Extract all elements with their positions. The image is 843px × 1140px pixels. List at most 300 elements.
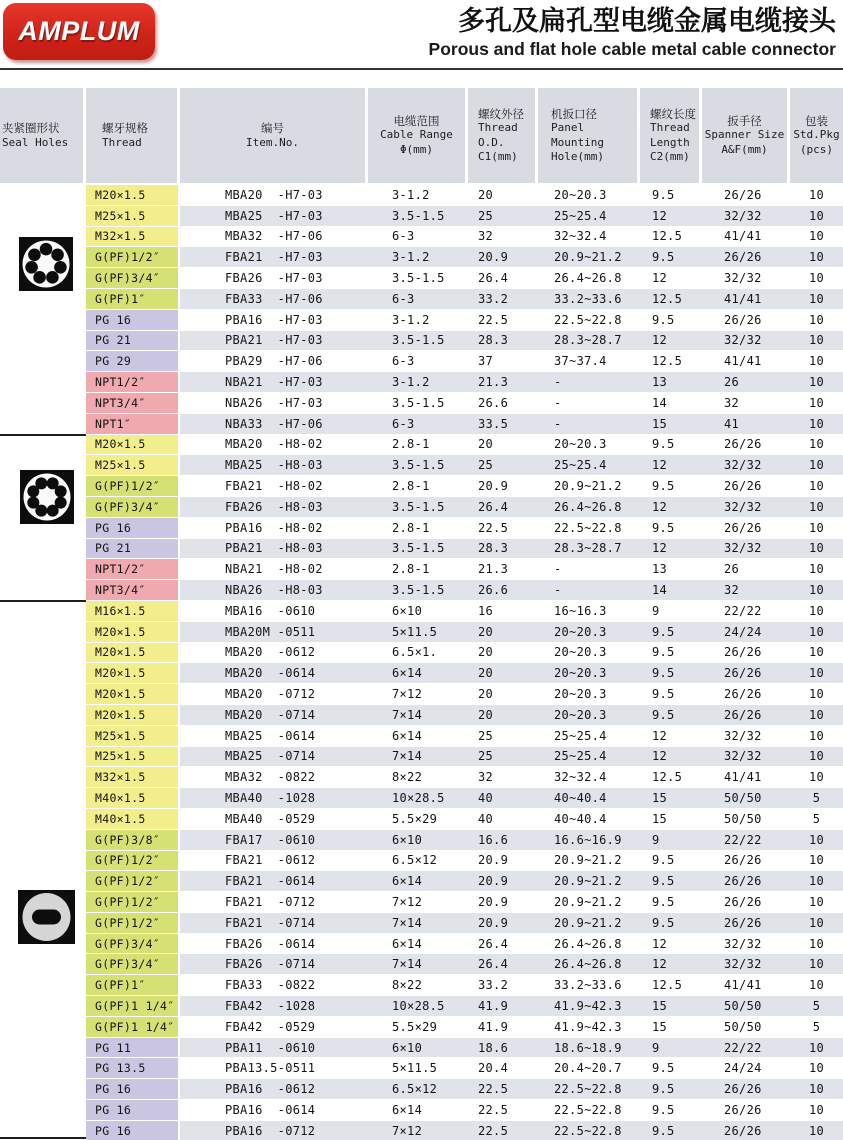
table-row <box>0 476 843 497</box>
cell-std-pkg: 10 <box>790 892 843 913</box>
column-header-thread: 螺牙规格 Thread <box>86 88 180 183</box>
cell-thread-od: 25 <box>468 726 538 747</box>
cell-thread-od: 20.9 <box>468 476 538 497</box>
cell-thread-spec: PG 29 <box>86 351 180 372</box>
cell-std-pkg: 10 <box>790 185 843 206</box>
cell-cable-range: 6-3 <box>368 351 468 372</box>
cell-seal <box>0 559 86 580</box>
cell-spanner-size: 26 <box>702 559 790 580</box>
cell-spanner-size: 26/26 <box>702 892 790 913</box>
cell-cable-range: 3.5-1.5 <box>368 268 468 289</box>
cell-cable-range: 2.8-1 <box>368 518 468 539</box>
cell-seal <box>0 726 86 747</box>
table-row <box>0 684 843 705</box>
cell-cable-range: 3.5-1.5 <box>368 393 468 414</box>
cell-panel-mounting-hole: 37~37.4 <box>538 351 640 372</box>
cell-thread-od: 21.3 <box>468 372 538 393</box>
cell-thread-length: 9.5 <box>640 684 702 705</box>
cell-thread-od: 33.2 <box>468 975 538 996</box>
cell-thread-od: 22.5 <box>468 1079 538 1100</box>
cell-thread-length: 9 <box>640 601 702 622</box>
cell-std-pkg: 10 <box>790 227 843 248</box>
cell-std-pkg: 10 <box>790 435 843 456</box>
cell-spanner-size: 50/50 <box>702 788 790 809</box>
cell-spanner-size: 50/50 <box>702 996 790 1017</box>
cell-spanner-size: 26/26 <box>702 643 790 664</box>
cell-item-no: FBA26 -H8-03 <box>180 497 368 518</box>
cell-item-no: MBA40 -1028 <box>180 788 368 809</box>
cell-thread-spec: M25×1.5 <box>86 455 180 476</box>
cell-std-pkg: 10 <box>790 414 843 435</box>
cell-cable-range: 3.5-1.5 <box>368 455 468 476</box>
cell-seal <box>0 684 86 705</box>
cell-thread-spec: PG 11 <box>86 1038 180 1059</box>
table-row <box>0 851 843 872</box>
cell-thread-length: 15 <box>640 996 702 1017</box>
table-row <box>0 351 843 372</box>
cell-panel-mounting-hole: 20~20.3 <box>538 185 640 206</box>
cell-std-pkg: 10 <box>790 268 843 289</box>
cell-panel-mounting-hole: 20~20.3 <box>538 705 640 726</box>
cell-std-pkg: 10 <box>790 455 843 476</box>
table-header <box>0 88 843 183</box>
cell-std-pkg: 10 <box>790 518 843 539</box>
table-row <box>0 663 843 684</box>
cell-cable-range: 5.5×29 <box>368 809 468 830</box>
cell-cable-range: 7×14 <box>368 913 468 934</box>
page-title-zh: 多孔及扁孔型电缆金属电缆接头 <box>458 6 836 37</box>
cell-item-no: MBA20 -0612 <box>180 643 368 664</box>
cell-spanner-size: 41/41 <box>702 351 790 372</box>
cell-item-no: NBA21 -H8-02 <box>180 559 368 580</box>
cell-thread-spec: M20×1.5 <box>86 663 180 684</box>
cell-thread-od: 32 <box>468 227 538 248</box>
table-row <box>0 435 843 456</box>
cell-seal <box>0 1017 86 1038</box>
cell-cable-range: 3-1.2 <box>368 372 468 393</box>
column-header-cable: 电缆范围 Cable Range Φ(mm) <box>368 88 468 183</box>
cell-panel-mounting-hole: - <box>538 559 640 580</box>
cell-item-no: NBA21 -H7-03 <box>180 372 368 393</box>
table-row <box>0 414 843 435</box>
cell-thread-od: 20 <box>468 643 538 664</box>
cell-item-no: MBA20 -0714 <box>180 705 368 726</box>
cell-std-pkg: 10 <box>790 559 843 580</box>
cell-std-pkg: 10 <box>790 372 843 393</box>
cell-panel-mounting-hole: - <box>538 580 640 601</box>
cell-thread-length: 12 <box>640 331 702 352</box>
cell-thread-length: 12.5 <box>640 975 702 996</box>
section-divider-1 <box>0 434 86 436</box>
cell-thread-length: 9.5 <box>640 435 702 456</box>
column-header-hole: 机扳口径 Panel Mounting Hole(mm) <box>538 88 640 183</box>
cell-thread-od: 41.9 <box>468 1017 538 1038</box>
cell-std-pkg: 10 <box>790 643 843 664</box>
cell-item-no: FBA21 -0612 <box>180 851 368 872</box>
cell-thread-length: 9.5 <box>640 1121 702 1140</box>
cell-std-pkg: 10 <box>790 1038 843 1059</box>
cell-thread-spec: M20×1.5 <box>86 684 180 705</box>
cell-thread-length: 12 <box>640 268 702 289</box>
table-row <box>0 747 843 768</box>
cell-cable-range: 6.5×1. <box>368 643 468 664</box>
table-row <box>0 331 843 352</box>
cell-cable-range: 7×14 <box>368 954 468 975</box>
cell-spanner-size: 41 <box>702 414 790 435</box>
cell-thread-length: 9.5 <box>640 892 702 913</box>
cell-spanner-size: 22/22 <box>702 830 790 851</box>
cell-thread-od: 20.9 <box>468 913 538 934</box>
cell-thread-length: 9.5 <box>640 185 702 206</box>
table-row <box>0 580 843 601</box>
cell-std-pkg: 10 <box>790 747 843 768</box>
cell-panel-mounting-hole: 20.9~21.2 <box>538 871 640 892</box>
cell-cable-range: 6×14 <box>368 934 468 955</box>
cell-cable-range: 6-3 <box>368 289 468 310</box>
cell-item-no: FBA21 -H8-02 <box>180 476 368 497</box>
cell-spanner-size: 41/41 <box>702 767 790 788</box>
cell-panel-mounting-hole: 22.5~22.8 <box>538 1121 640 1140</box>
cell-item-no: PBA16 -0712 <box>180 1121 368 1140</box>
cell-thread-spec: M20×1.5 <box>86 435 180 456</box>
cell-thread-spec: NPT3/4″ <box>86 393 180 414</box>
cell-cable-range: 6-3 <box>368 227 468 248</box>
cell-seal <box>0 331 86 352</box>
cell-cable-range: 3.5-1.5 <box>368 206 468 227</box>
cell-seal <box>0 372 86 393</box>
cell-item-no: FBA42 -1028 <box>180 996 368 1017</box>
cell-panel-mounting-hole: 22.5~22.8 <box>538 1079 640 1100</box>
cell-thread-spec: G(PF)3/4″ <box>86 268 180 289</box>
table-row <box>0 247 843 268</box>
cell-panel-mounting-hole: 28.3~28.7 <box>538 331 640 352</box>
cell-thread-od: 20 <box>468 663 538 684</box>
table-row <box>0 497 843 518</box>
table-row <box>0 310 843 331</box>
table-row <box>0 1038 843 1059</box>
cell-cable-range: 10×28.5 <box>368 996 468 1017</box>
table-body <box>0 185 843 1140</box>
cell-thread-spec: G(PF)1″ <box>86 289 180 310</box>
cell-seal <box>0 830 86 851</box>
cell-item-no: FBA17 -0610 <box>180 830 368 851</box>
cell-seal <box>0 1038 86 1059</box>
cell-thread-spec: G(PF)3/4″ <box>86 954 180 975</box>
cell-item-no: MBA20 -H8-02 <box>180 435 368 456</box>
cell-seal <box>0 351 86 372</box>
table-row <box>0 559 843 580</box>
cell-spanner-size: 26/26 <box>702 705 790 726</box>
cell-seal <box>0 310 86 331</box>
cell-std-pkg: 10 <box>790 1121 843 1140</box>
cell-thread-length: 9.5 <box>640 643 702 664</box>
cell-cable-range: 6.5×12 <box>368 851 468 872</box>
cell-item-no: FBA26 -0714 <box>180 954 368 975</box>
cell-item-no: MBA20 -0712 <box>180 684 368 705</box>
cell-std-pkg: 5 <box>790 996 843 1017</box>
cell-item-no: MBA20 -0614 <box>180 663 368 684</box>
cell-panel-mounting-hole: 22.5~22.8 <box>538 310 640 331</box>
table-row <box>0 809 843 830</box>
cell-cable-range: 6-3 <box>368 414 468 435</box>
cell-panel-mounting-hole: 33.2~33.6 <box>538 289 640 310</box>
cell-seal <box>0 435 86 456</box>
cell-thread-spec: M32×1.5 <box>86 767 180 788</box>
cell-seal <box>0 601 86 622</box>
cell-spanner-size: 26/26 <box>702 310 790 331</box>
cell-panel-mounting-hole: - <box>538 372 640 393</box>
cell-panel-mounting-hole: 25~25.4 <box>538 747 640 768</box>
column-header-c2: 螺纹长度 Thread Length C2(mm) <box>640 88 702 183</box>
cell-thread-length: 9.5 <box>640 310 702 331</box>
cell-thread-spec: G(PF)1/2″ <box>86 851 180 872</box>
cell-thread-od: 18.6 <box>468 1038 538 1059</box>
cell-item-no: MBA20M -0511 <box>180 622 368 643</box>
cell-thread-spec: M40×1.5 <box>86 809 180 830</box>
cell-seal <box>0 414 86 435</box>
cell-cable-range: 5×11.5 <box>368 1058 468 1079</box>
cell-std-pkg: 10 <box>790 726 843 747</box>
column-header-c1: 螺纹外径 Thread O.D. C1(mm) <box>468 88 538 183</box>
cell-item-no: MBA25 -0614 <box>180 726 368 747</box>
cell-thread-od: 20.9 <box>468 892 538 913</box>
seal-holes-7-image <box>19 237 73 291</box>
cell-std-pkg: 10 <box>790 1079 843 1100</box>
cell-thread-spec: G(PF)3/8″ <box>86 830 180 851</box>
cell-thread-od: 37 <box>468 351 538 372</box>
cell-std-pkg: 10 <box>790 206 843 227</box>
cell-panel-mounting-hole: 40~40.4 <box>538 809 640 830</box>
table-row <box>0 227 843 248</box>
table-row <box>0 934 843 955</box>
cell-item-no: MBA25 -H7-03 <box>180 206 368 227</box>
cell-cable-range: 5×11.5 <box>368 622 468 643</box>
cell-spanner-size: 22/22 <box>702 601 790 622</box>
cell-thread-length: 9.5 <box>640 518 702 539</box>
cell-seal <box>0 975 86 996</box>
cell-spanner-size: 26/26 <box>702 435 790 456</box>
cell-panel-mounting-hole: 16~16.3 <box>538 601 640 622</box>
cell-seal <box>0 747 86 768</box>
cell-cable-range: 6×14 <box>368 663 468 684</box>
cell-thread-spec: M20×1.5 <box>86 705 180 726</box>
cell-cable-range: 7×14 <box>368 705 468 726</box>
cell-std-pkg: 10 <box>790 851 843 872</box>
cell-spanner-size: 26/26 <box>702 476 790 497</box>
table-row <box>0 393 843 414</box>
cell-spanner-size: 50/50 <box>702 809 790 830</box>
cell-thread-length: 12 <box>640 455 702 476</box>
cell-item-no: PBA21 -H7-03 <box>180 331 368 352</box>
cell-spanner-size: 32 <box>702 393 790 414</box>
cell-cable-range: 2.8-1 <box>368 435 468 456</box>
cell-seal <box>0 622 86 643</box>
cell-spanner-size: 26/26 <box>702 518 790 539</box>
cell-item-no: MBA32 -H7-06 <box>180 227 368 248</box>
cell-thread-length: 12.5 <box>640 289 702 310</box>
cell-panel-mounting-hole: 20.9~21.2 <box>538 892 640 913</box>
cell-thread-spec: M20×1.5 <box>86 643 180 664</box>
cell-thread-od: 22.5 <box>468 518 538 539</box>
cell-cable-range: 3-1.2 <box>368 310 468 331</box>
cell-thread-spec: PG 16 <box>86 1100 180 1121</box>
cell-thread-od: 20 <box>468 185 538 206</box>
table-row <box>0 185 843 206</box>
cell-spanner-size: 26/26 <box>702 851 790 872</box>
cell-thread-spec: G(PF)1/2″ <box>86 476 180 497</box>
cell-thread-spec: NPT3/4″ <box>86 580 180 601</box>
table-row <box>0 767 843 788</box>
table-row <box>0 788 843 809</box>
cell-thread-length: 12 <box>640 497 702 518</box>
cell-thread-od: 26.4 <box>468 497 538 518</box>
cell-spanner-size: 32/32 <box>702 206 790 227</box>
section-divider-3 <box>0 1137 86 1139</box>
table-row <box>0 892 843 913</box>
cell-panel-mounting-hole: 26.4~26.8 <box>538 934 640 955</box>
table-row <box>0 705 843 726</box>
cell-spanner-size: 26/26 <box>702 1079 790 1100</box>
cell-spanner-size: 32/32 <box>702 934 790 955</box>
cell-spanner-size: 32/32 <box>702 268 790 289</box>
page-title-block <box>429 5 836 60</box>
cell-panel-mounting-hole: 20~20.3 <box>538 622 640 643</box>
column-header-seal: 夹紧圈形状 Seal Holes <box>0 88 86 183</box>
cell-std-pkg: 10 <box>790 1100 843 1121</box>
cell-thread-spec: NPT1/2″ <box>86 559 180 580</box>
cell-item-no: PBA21 -H8-03 <box>180 539 368 560</box>
cell-std-pkg: 10 <box>790 497 843 518</box>
table-row <box>0 622 843 643</box>
cell-thread-od: 20.9 <box>468 247 538 268</box>
cell-panel-mounting-hole: 20~20.3 <box>538 684 640 705</box>
cell-thread-od: 26.4 <box>468 954 538 975</box>
cell-item-no: FBA26 -0614 <box>180 934 368 955</box>
cell-spanner-size: 26/26 <box>702 871 790 892</box>
cell-panel-mounting-hole: 41.9~42.3 <box>538 1017 640 1038</box>
cell-std-pkg: 10 <box>790 580 843 601</box>
cell-seal <box>0 1058 86 1079</box>
cell-thread-od: 25 <box>468 206 538 227</box>
cell-spanner-size: 26/26 <box>702 663 790 684</box>
cell-panel-mounting-hole: 20.9~21.2 <box>538 476 640 497</box>
cell-thread-od: 40 <box>468 788 538 809</box>
cell-panel-mounting-hole: 26.4~26.8 <box>538 497 640 518</box>
cell-spanner-size: 32 <box>702 580 790 601</box>
cell-panel-mounting-hole: 20~20.3 <box>538 643 640 664</box>
cell-panel-mounting-hole: 32~32.4 <box>538 227 640 248</box>
cell-spanner-size: 32/32 <box>702 455 790 476</box>
cell-panel-mounting-hole: 26.4~26.8 <box>538 954 640 975</box>
cell-thread-length: 9.5 <box>640 622 702 643</box>
cell-item-no: MBA20 -H7-03 <box>180 185 368 206</box>
column-header-item: 编号 Item.No. <box>180 88 368 183</box>
cell-seal <box>0 580 86 601</box>
cell-thread-length: 9.5 <box>640 705 702 726</box>
cell-panel-mounting-hole: 20.9~21.2 <box>538 851 640 872</box>
cell-item-no: FBA26 -H7-03 <box>180 268 368 289</box>
cell-std-pkg: 10 <box>790 247 843 268</box>
cell-thread-spec: PG 16 <box>86 1121 180 1140</box>
cell-spanner-size: 26 <box>702 372 790 393</box>
cell-cable-range: 7×12 <box>368 1121 468 1140</box>
cell-seal <box>0 788 86 809</box>
cell-spanner-size: 26/26 <box>702 185 790 206</box>
table-row <box>0 871 843 892</box>
cell-spanner-size: 41/41 <box>702 975 790 996</box>
cell-panel-mounting-hole: 20~20.3 <box>538 663 640 684</box>
cell-seal <box>0 539 86 560</box>
cell-item-no: MBA25 -0714 <box>180 747 368 768</box>
cell-seal <box>0 767 86 788</box>
cell-spanner-size: 32/32 <box>702 539 790 560</box>
cell-spanner-size: 26/26 <box>702 247 790 268</box>
cell-seal <box>0 809 86 830</box>
cell-thread-od: 26.6 <box>468 580 538 601</box>
cell-thread-od: 22.5 <box>468 1100 538 1121</box>
cell-thread-spec: M25×1.5 <box>86 726 180 747</box>
cell-spanner-size: 26/26 <box>702 1121 790 1140</box>
cell-thread-length: 13 <box>640 559 702 580</box>
cell-thread-length: 12 <box>640 954 702 975</box>
cell-thread-spec: NPT1/2″ <box>86 372 180 393</box>
cell-cable-range: 6×10 <box>368 601 468 622</box>
cell-thread-od: 26.4 <box>468 934 538 955</box>
cell-thread-od: 25 <box>468 455 538 476</box>
cell-thread-spec: PG 16 <box>86 1079 180 1100</box>
cell-std-pkg: 10 <box>790 705 843 726</box>
cell-cable-range: 3-1.2 <box>368 247 468 268</box>
cell-std-pkg: 5 <box>790 809 843 830</box>
table-row <box>0 954 843 975</box>
cell-thread-length: 9.5 <box>640 1100 702 1121</box>
cell-thread-od: 20 <box>468 622 538 643</box>
cell-thread-length: 12.5 <box>640 351 702 372</box>
cell-thread-spec: PG 13.5 <box>86 1058 180 1079</box>
cell-panel-mounting-hole: 25~25.4 <box>538 726 640 747</box>
cell-thread-spec: PG 16 <box>86 518 180 539</box>
cell-thread-length: 12 <box>640 726 702 747</box>
cell-thread-length: 15 <box>640 809 702 830</box>
cell-thread-length: 9.5 <box>640 476 702 497</box>
cell-thread-spec: M20×1.5 <box>86 185 180 206</box>
table-row <box>0 996 843 1017</box>
cell-std-pkg: 10 <box>790 622 843 643</box>
table-row <box>0 518 843 539</box>
cell-item-no: MBA16 -0610 <box>180 601 368 622</box>
cell-item-no: MBA25 -H8-03 <box>180 455 368 476</box>
cell-panel-mounting-hole: 18.6~18.9 <box>538 1038 640 1059</box>
cell-thread-spec: M32×1.5 <box>86 227 180 248</box>
cell-thread-spec: G(PF)1 1/4″ <box>86 996 180 1017</box>
cell-item-no: PBA16 -H8-02 <box>180 518 368 539</box>
table-row <box>0 455 843 476</box>
cell-thread-length: 12.5 <box>640 767 702 788</box>
cell-item-no: PBA11 -0610 <box>180 1038 368 1059</box>
table-row <box>0 601 843 622</box>
cell-thread-length: 9.5 <box>640 247 702 268</box>
cell-thread-spec: PG 21 <box>86 539 180 560</box>
cell-seal <box>0 851 86 872</box>
cell-seal <box>0 705 86 726</box>
cell-panel-mounting-hole: 20.9~21.2 <box>538 247 640 268</box>
cell-thread-length: 12 <box>640 206 702 227</box>
cell-thread-length: 9.5 <box>640 1079 702 1100</box>
table-row <box>0 372 843 393</box>
cell-thread-od: 26.6 <box>468 393 538 414</box>
cell-item-no: FBA21 -H7-03 <box>180 247 368 268</box>
cell-seal <box>0 643 86 664</box>
